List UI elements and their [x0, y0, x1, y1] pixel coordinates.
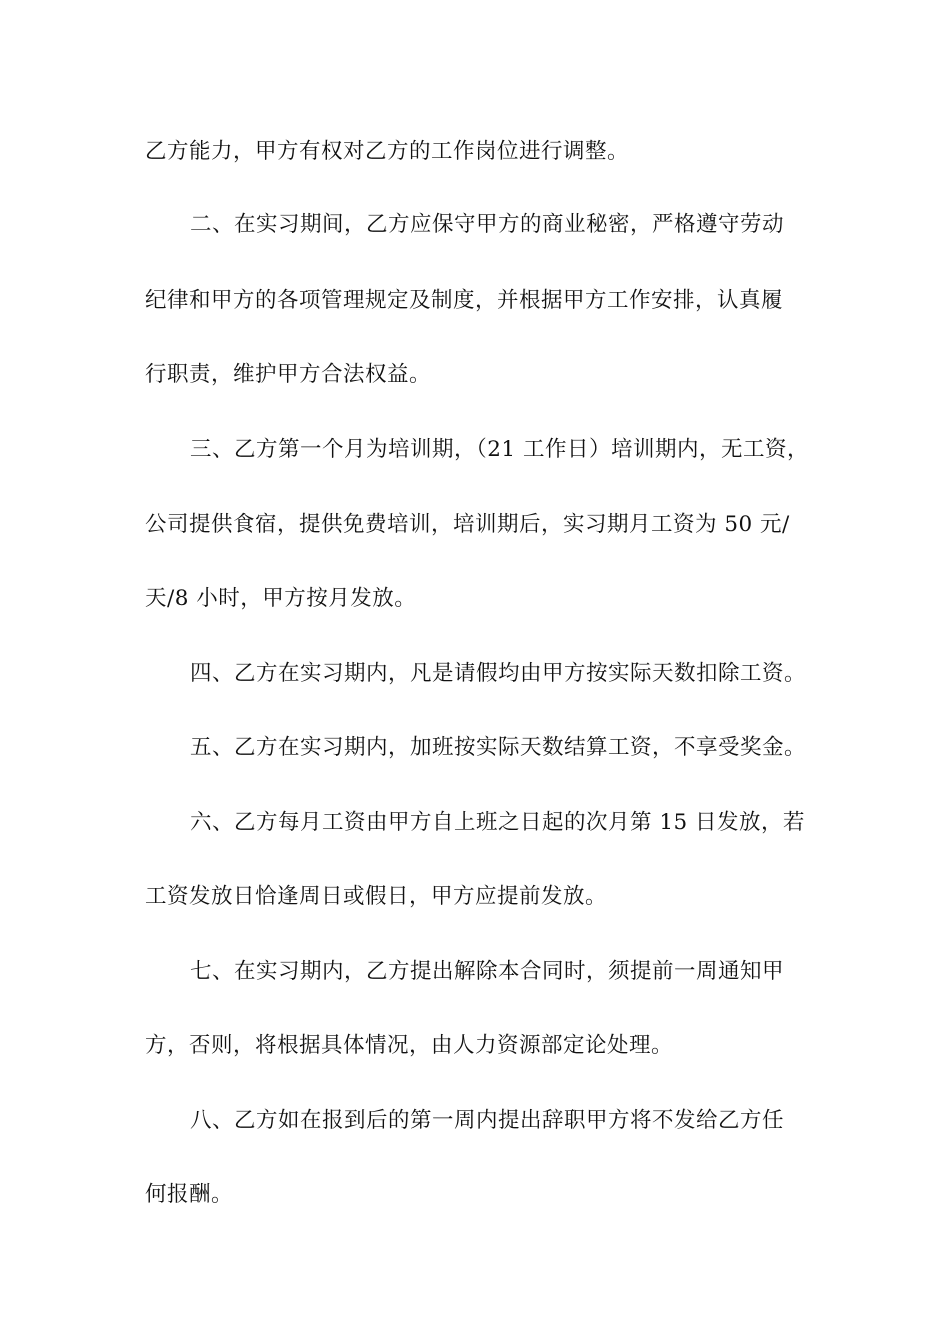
text-line: 公司提供食宿，提供免费培训，培训期后，实习期月工资为 50 元/ — [145, 512, 790, 537]
clause-8-heading-line: 八、乙方如在报到后的第一周内提出辞职甲方将不发给乙方任 — [190, 1108, 785, 1133]
text-line: 何报酬。 — [145, 1182, 234, 1207]
clause-5-line: 五、乙方在实习期内，加班按实际天数结算工资，不享受奖金。 — [190, 735, 807, 760]
clause-3-heading-line: 三、乙方第一个月为培训期，（21 工作日）培训期内，无工资， — [190, 437, 809, 462]
clause-6-heading-line: 六、乙方每月工资由甲方自上班之日起的次月第 15 日发放，若 — [190, 810, 806, 835]
clause-2-heading-line: 二、在实习期间，乙方应保守甲方的商业秘密，严格遵守劳动 — [190, 212, 785, 237]
text-line: 乙方能力，甲方有权对乙方的工作岗位进行调整。 — [145, 139, 630, 164]
text-line: 工资发放日恰逢周日或假日，甲方应提前发放。 — [145, 884, 608, 909]
clause-7-heading-line: 七、在实习期内，乙方提出解除本合同时，须提前一周通知甲 — [190, 959, 785, 984]
text-line: 方，否则，将根据具体情况，由人力资源部定论处理。 — [145, 1033, 674, 1058]
text-line: 纪律和甲方的各项管理规定及制度，并根据甲方工作安排，认真履 — [145, 288, 784, 313]
text-line: 天/8 小时，甲方按月发放。 — [145, 586, 417, 611]
clause-4-line: 四、乙方在实习期内，凡是请假均由甲方按实际天数扣除工资。 — [190, 661, 807, 686]
text-line: 行职责，维护甲方合法权益。 — [145, 362, 432, 387]
